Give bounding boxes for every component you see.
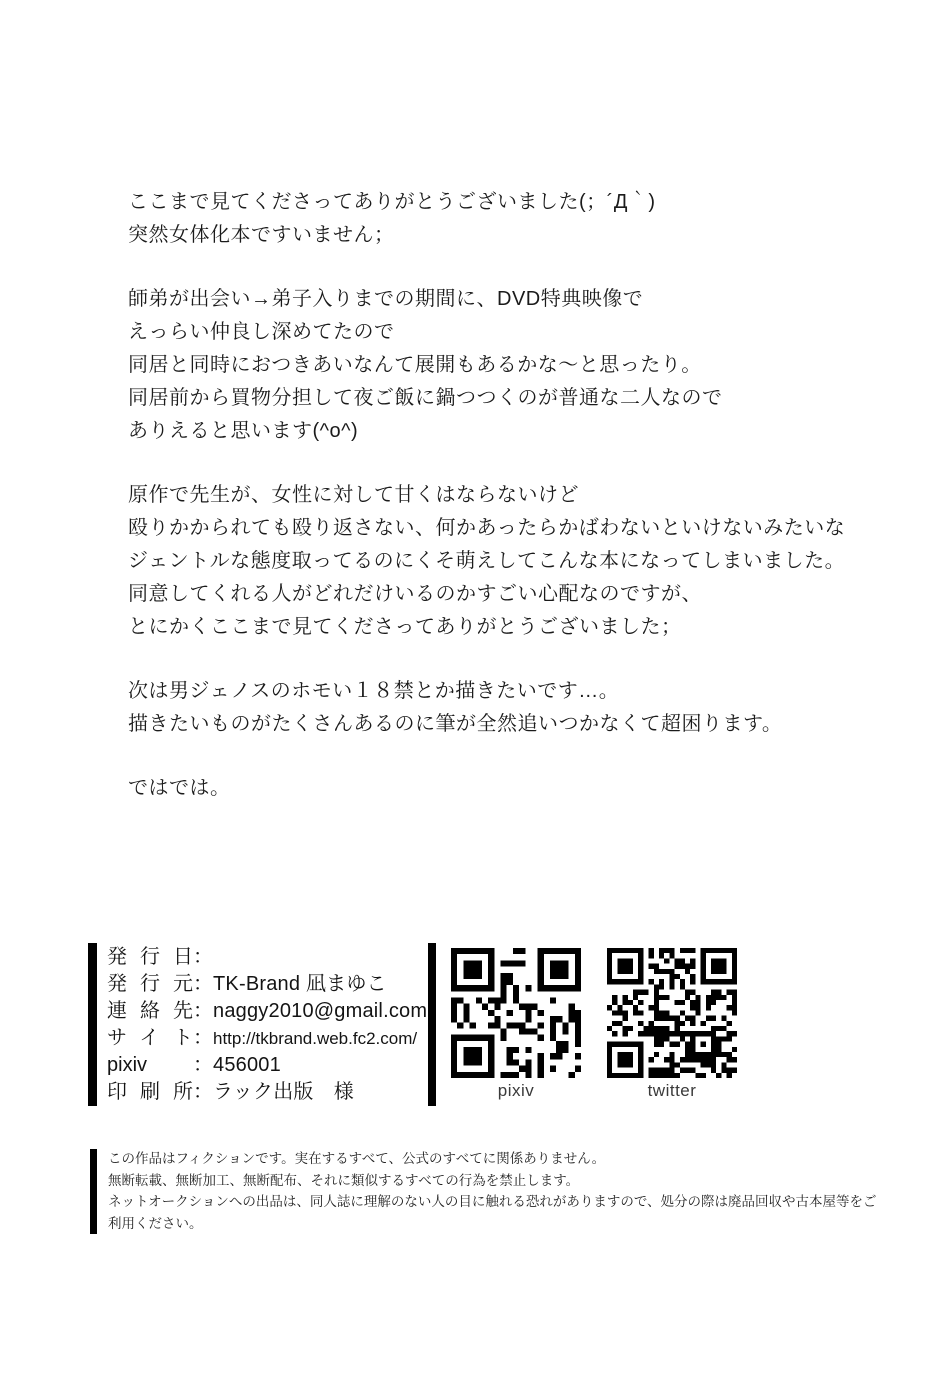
colophon-row-separator: ： bbox=[193, 973, 213, 995]
afterword-line: 同居前から買物分担して夜ご飯に鍋つつくのが普通な二人なので bbox=[128, 387, 723, 409]
colophon-row-label: 発行日 bbox=[107, 946, 193, 968]
afterword-text bbox=[128, 186, 888, 836]
disclaimer-text bbox=[108, 1148, 898, 1234]
colophon-row-label: 発行元 bbox=[107, 973, 193, 995]
afterword-line: 描きたいものがたくさんあるのに筆が全然追いつかなくて超困ります。 bbox=[128, 713, 783, 735]
disclaimer-line: この作品はフィクションです。実在するすべて、公式のすべてに関係ありません。 bbox=[108, 1151, 606, 1166]
colophon-right-bar bbox=[428, 943, 436, 1106]
colophon-row-value: 456001 bbox=[213, 1054, 281, 1076]
colophon-row-separator: ： bbox=[193, 1000, 213, 1022]
colophon-row-separator: ： bbox=[193, 946, 213, 968]
colophon-row-label: pixiv bbox=[107, 1054, 148, 1076]
colophon-row bbox=[107, 944, 427, 971]
afterword-paragraph bbox=[128, 772, 888, 805]
colophon-row-label: サイト bbox=[107, 1027, 193, 1049]
afterword-line: ではでは。 bbox=[128, 777, 231, 799]
colophon-row-value: http://tkbrand.web.fc2.com/ bbox=[213, 1029, 418, 1048]
afterword-line: 殴りかかられても殴り返さない、何かあったらかばわないといけないみたいな bbox=[128, 517, 846, 539]
afterword-line: 突然女体化本ですいません； bbox=[128, 224, 395, 246]
colophon-row bbox=[107, 998, 427, 1025]
colophon-row-label: 印刷所 bbox=[107, 1081, 193, 1103]
qr-label-pixiv: pixiv bbox=[497, 1081, 535, 1100]
afterword-paragraph bbox=[128, 479, 888, 644]
colophon-row-label: 連絡先 bbox=[107, 1000, 193, 1022]
qr-code-twitter-icon bbox=[607, 948, 737, 1078]
afterword-paragraph bbox=[128, 186, 888, 252]
colophon-row-value: TK-Brand 凪まゆこ bbox=[213, 973, 387, 995]
qr-code-pixiv-icon bbox=[451, 948, 581, 1078]
qr-block-pixiv bbox=[451, 948, 581, 1101]
afterword-line: ジェントルな態度取ってるのにくそ萌えしてこんな本になってしまいました。 bbox=[128, 550, 846, 572]
colophon-row-value: ラック出版 様 bbox=[213, 1081, 354, 1103]
colophon-left-bar bbox=[88, 943, 97, 1106]
disclaimer-line: 無断転載、無断加工、無断配布、それに類似するすべての行為を禁止します。 bbox=[108, 1172, 580, 1188]
afterword-line: 同意してくれる人がどれだけいるのかすごい心配なのですが、 bbox=[128, 583, 702, 605]
afterword-line: 次は男ジェノスのホモい１８禁とか描きたいです…。 bbox=[128, 680, 620, 702]
colophon-rows bbox=[107, 944, 427, 1106]
afterword-paragraph bbox=[128, 675, 888, 741]
afterword-line: とにかくここまで見てくださってありがとうございました； bbox=[128, 616, 682, 638]
colophon-row bbox=[107, 1025, 427, 1052]
disclaimer-line: 利用ください。 bbox=[108, 1215, 203, 1231]
colophon-row bbox=[107, 971, 427, 998]
disclaimer-line: ネットオークションへの出品は、同人誌に理解のない人の目に触れる恐れがありますので、処分の際は廃品回収や古本屋等をご bbox=[108, 1194, 877, 1209]
colophon-row bbox=[107, 1052, 427, 1079]
colophon-row-separator: ： bbox=[193, 1054, 213, 1076]
colophon-row bbox=[107, 1079, 427, 1106]
afterword-line: えっらい仲良し深めてたので bbox=[128, 321, 395, 343]
afterword-line: 師弟が出会い→弟子入りまでの期間に、DVD特典映像で bbox=[128, 288, 644, 310]
afterword-paragraph bbox=[128, 283, 888, 448]
qr-label-twitter: twitter bbox=[647, 1081, 697, 1100]
afterword-line: 原作で先生が、女性に対して甘くはならないけど bbox=[128, 484, 579, 506]
disclaimer-bar bbox=[90, 1149, 97, 1234]
afterword-line: 同居と同時におつきあいなんて展開もあるかな～と思ったり。 bbox=[128, 354, 702, 376]
afterword-line: ありえると思います(^o^) bbox=[128, 420, 359, 442]
qr-block-twitter bbox=[607, 948, 737, 1101]
afterword-line: ここまで見てくださってありがとうございました(；´Д｀) bbox=[128, 191, 656, 213]
colophon-row-value: naggy2010@gmail.com bbox=[213, 1000, 428, 1022]
colophon-row-separator: ： bbox=[193, 1027, 213, 1049]
colophon-row-separator: ： bbox=[193, 1081, 213, 1103]
